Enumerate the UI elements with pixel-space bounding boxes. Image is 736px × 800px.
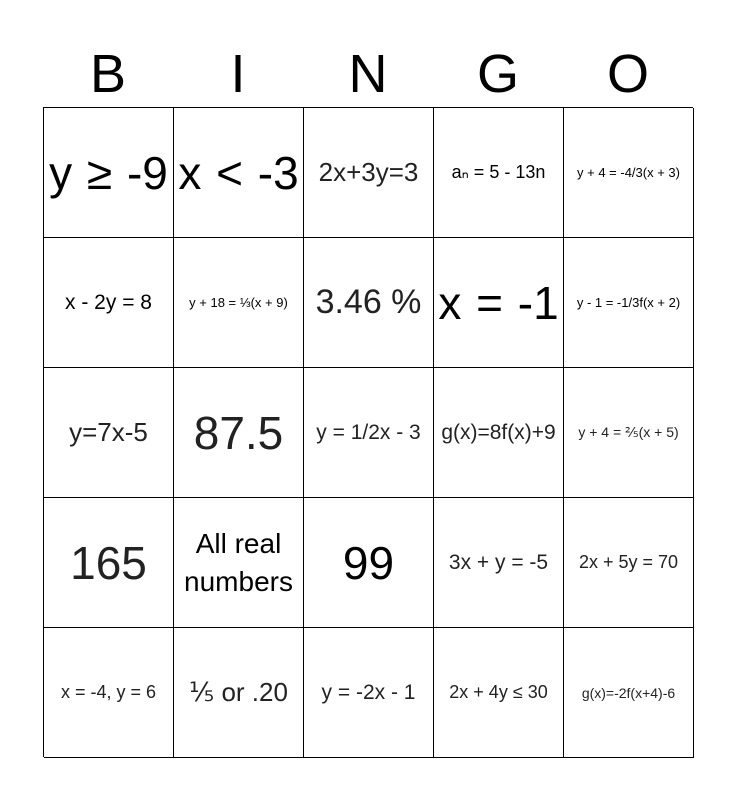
bingo-cell-r3-c5[interactable]: [564, 368, 694, 498]
cell-text: 87.5: [193, 406, 284, 459]
bingo-cell-r3-c4[interactable]: [434, 368, 564, 498]
cell-text: x = -4, y = 6: [60, 682, 157, 702]
bingo-cell-r1-c1[interactable]: [44, 108, 174, 238]
cell-text: y + 4 = ⅖(x + 5): [578, 424, 679, 440]
bingo-cell-r5-c1[interactable]: [44, 628, 174, 758]
bingo-cell-r4-c1[interactable]: [44, 498, 174, 628]
cell-text: x = -1: [438, 276, 559, 329]
bingo-cell-r4-c5[interactable]: [564, 498, 694, 628]
bingo-cell-r4-c2[interactable]: [174, 498, 304, 628]
cell-text: 2x + 4y ≤ 30: [449, 682, 548, 702]
bingo-cell-r2-c3[interactable]: [304, 238, 434, 368]
bingo-cell-r5-c3[interactable]: [304, 628, 434, 758]
header-letter-n: N: [348, 44, 388, 104]
cell-text: x < -3: [178, 146, 299, 199]
cell-text: All real numbers: [184, 527, 293, 597]
header-letter-b: B: [89, 44, 127, 104]
cell-text: y = 1/2x - 3: [316, 420, 421, 444]
cell-text: 2x+3y=3: [318, 157, 419, 187]
bingo-cell-r4-c3[interactable]: [304, 498, 434, 628]
cell-text: y ≥ -9: [49, 146, 168, 199]
bingo-cell-r5-c5[interactable]: [564, 628, 694, 758]
bingo-header: [43, 40, 693, 108]
cell-text: 3.46 %: [315, 283, 422, 321]
cell-text: y = -2x - 1: [321, 680, 416, 704]
bingo-cell-r1-c2[interactable]: [174, 108, 304, 238]
bingo-cell-r4-c4[interactable]: [434, 498, 564, 628]
bingo-cell-r5-c4[interactable]: [434, 628, 564, 758]
bingo-cell-r2-c1[interactable]: [44, 238, 174, 368]
bingo-cell-r3-c3[interactable]: [304, 368, 434, 498]
bingo-cell-r1-c3[interactable]: [304, 108, 434, 238]
cell-text: y + 4 = -4/3(x + 3): [577, 165, 680, 180]
cell-text: y + 18 = ⅓(x + 9): [189, 295, 288, 310]
bingo-cell-r2-c4[interactable]: [434, 238, 564, 368]
cell-text: x - 2y = 8: [65, 290, 152, 314]
bingo-cell-r3-c1[interactable]: [44, 368, 174, 498]
bingo-board: [43, 107, 693, 757]
cell-text: 99: [342, 536, 395, 589]
header-letter-i: I: [230, 44, 246, 104]
cell-text: 165: [70, 536, 147, 589]
cell-text: 3x + y = -5: [448, 550, 549, 574]
bingo-cell-r1-c5[interactable]: [564, 108, 694, 238]
cell-text: aₙ = 5 - 13n: [451, 162, 546, 182]
bingo-cell-r2-c5[interactable]: [564, 238, 694, 368]
bingo-cell-r1-c4[interactable]: [434, 108, 564, 238]
header-letter-o: O: [606, 44, 649, 104]
bingo-cell-r2-c2[interactable]: [174, 238, 304, 368]
bingo-cell-r5-c2[interactable]: [174, 628, 304, 758]
cell-text: 2x + 5y = 70: [578, 552, 679, 572]
cell-text: g(x)=8f(x)+9: [441, 420, 556, 444]
cell-text: g(x)=-2f(x+4)-6: [581, 684, 676, 701]
header-letter-g: G: [476, 44, 519, 104]
cell-text: y=7x-5: [69, 417, 148, 447]
cell-text: y - 1 = -1/3f(x + 2): [576, 295, 681, 310]
bingo-cell-r3-c2[interactable]: [174, 368, 304, 498]
cell-text: ⅕ or .20: [189, 677, 288, 707]
